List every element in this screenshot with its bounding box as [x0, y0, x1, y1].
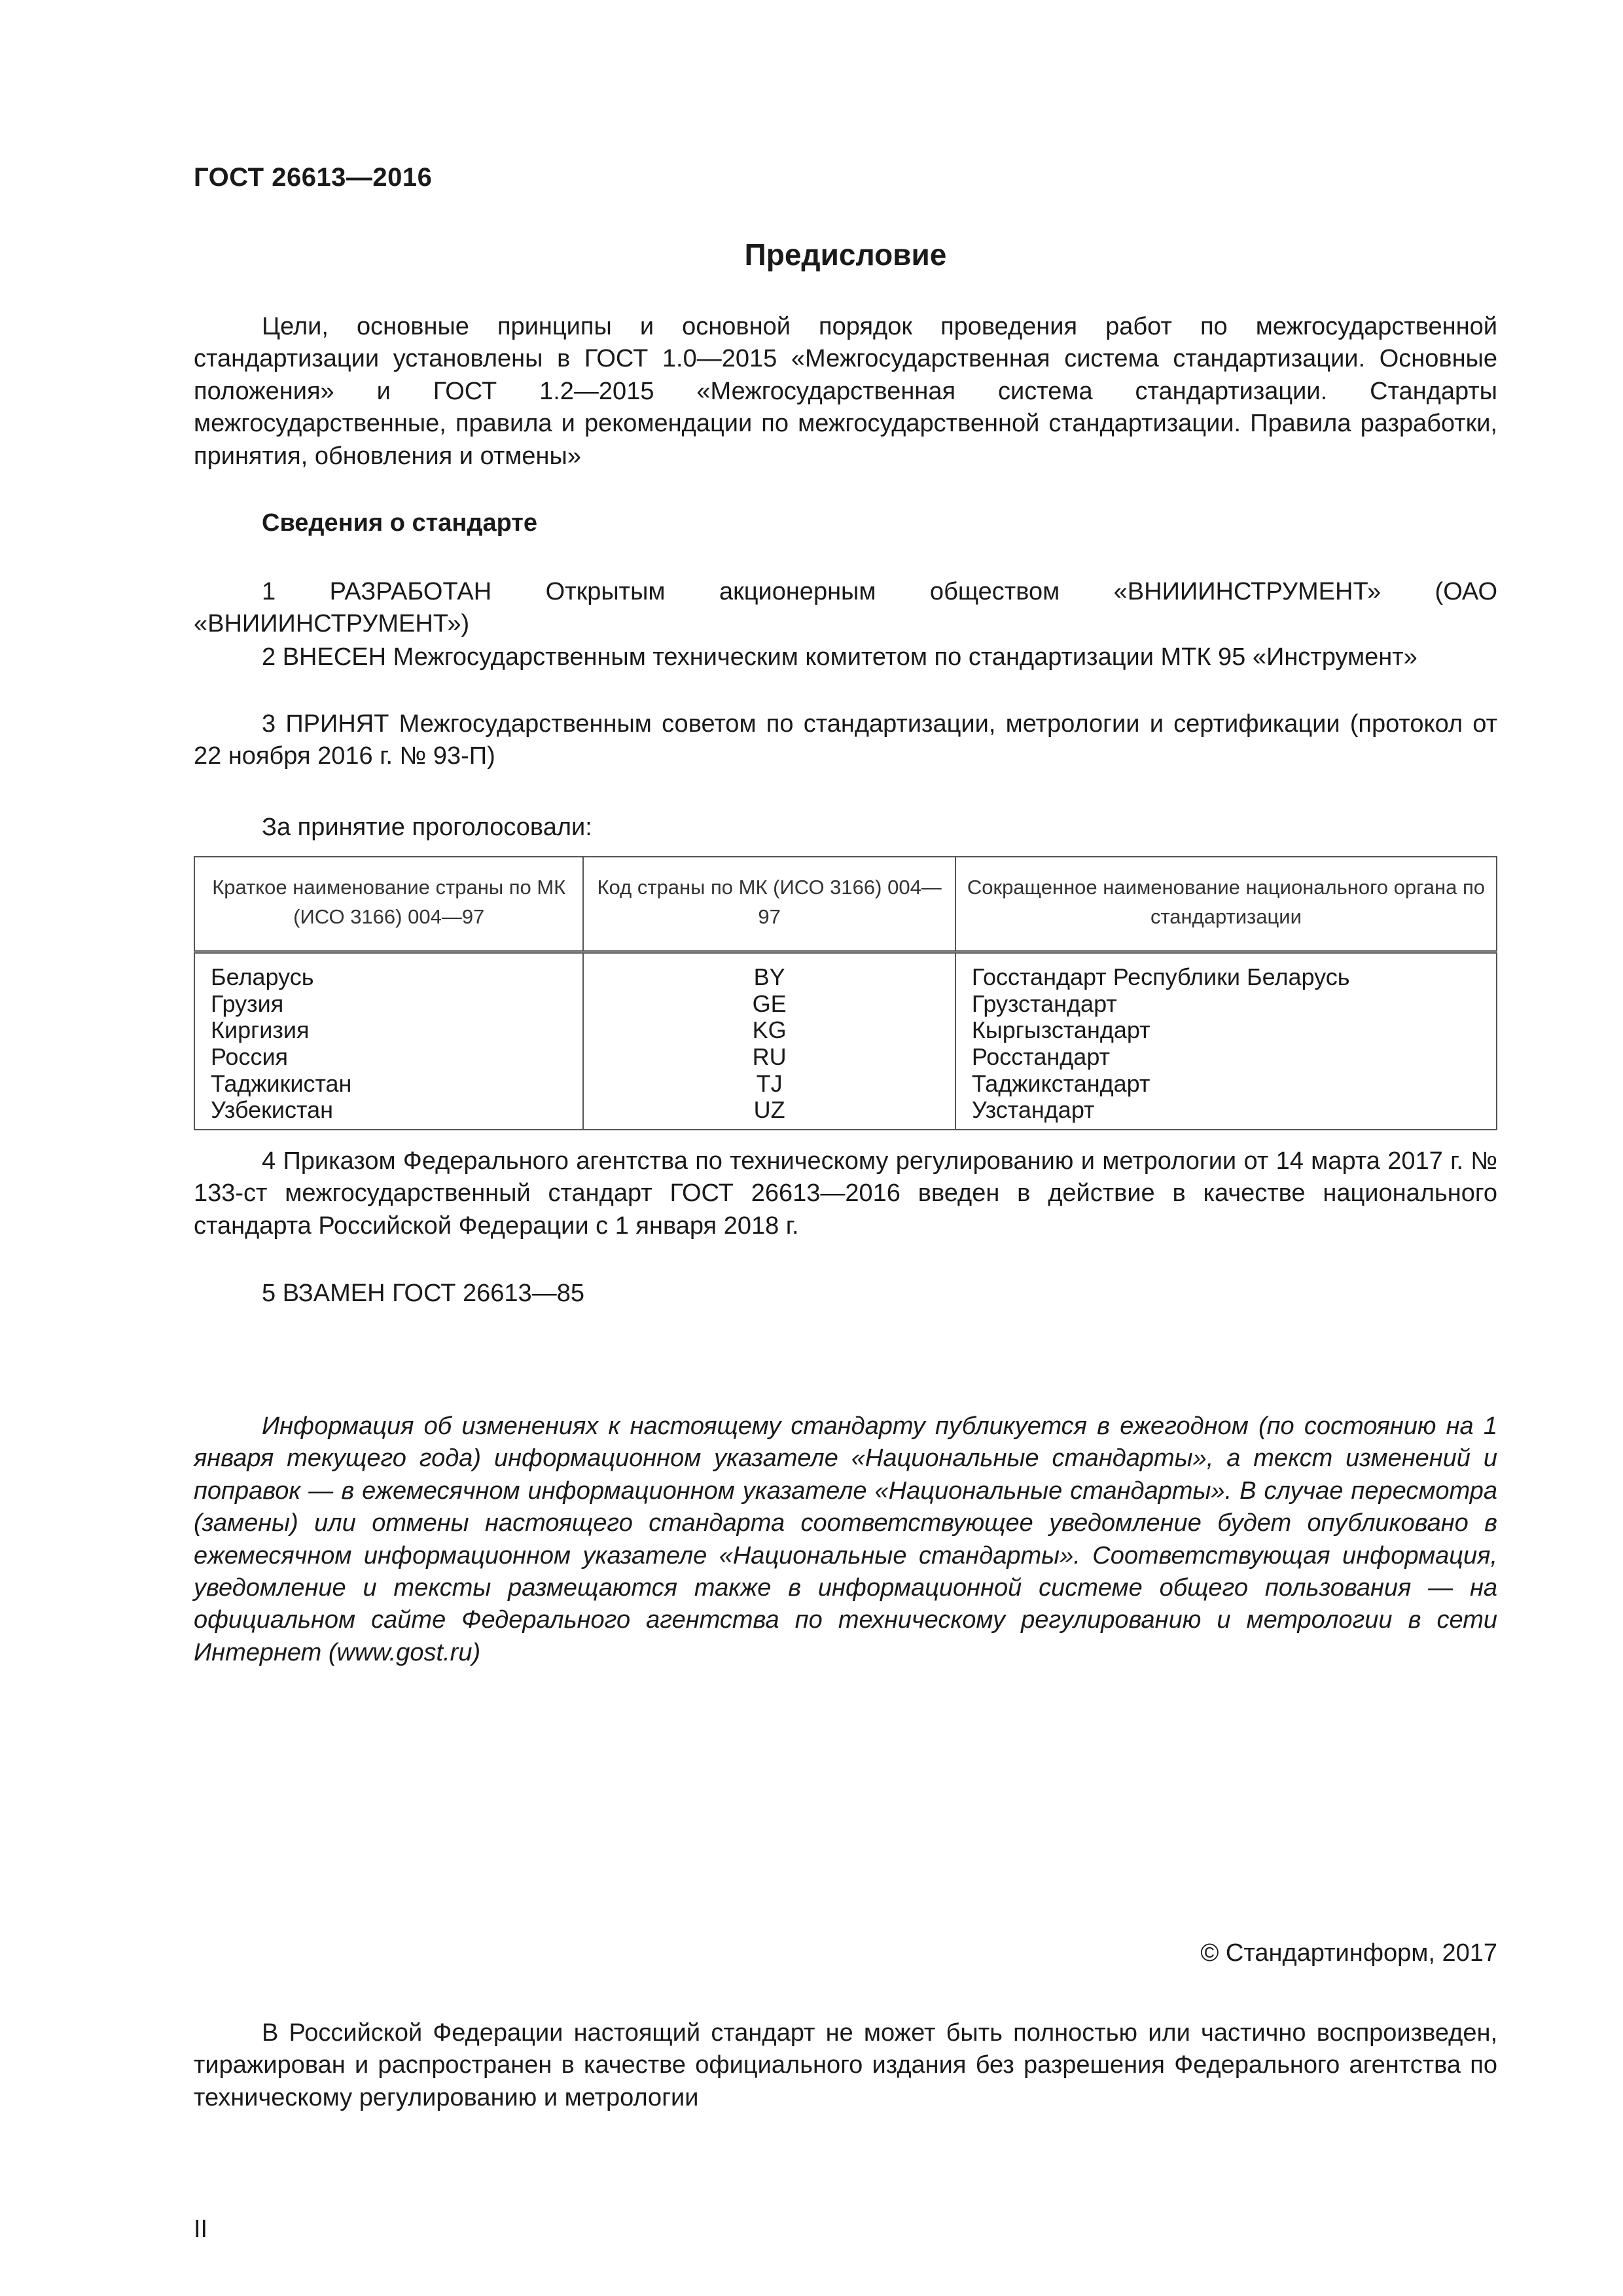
- reproduction-restriction: В Российской Федерации настоящий стандарт не может быть полностью или частично воспроизведен, тиражирован и распространен в качестве официального издания без разрешения Федерального агентства по техническому регулированию и метрологии: [194, 2019, 1497, 2111]
- standards-body: Таджикстандарт: [955, 1071, 1497, 1098]
- table-row: [194, 1071, 1497, 1098]
- document-code: ГОСТ 26613—2016: [194, 163, 433, 192]
- item-5-replaces: 5 ВЗАМЕН ГОСТ 26613—85: [262, 1280, 584, 1307]
- page-title: Предисловие: [744, 238, 947, 272]
- standards-body: Грузстандарт: [955, 991, 1497, 1018]
- item-3-adopted: 3 ПРИНЯТ Межгосударственным советом по стандартизации, метрологии и сертификации (протокол от 22 ноября 2016 г. № 93-П): [194, 710, 1497, 770]
- standards-body: Кыргызстандарт: [955, 1017, 1497, 1044]
- table-row: [194, 1097, 1497, 1130]
- country-code: UZ: [583, 1097, 955, 1130]
- section-title: Сведения о стандарте: [262, 509, 538, 537]
- table-header-country: Краткое наименование страны по МК (ИСО 3166) 004—97: [194, 857, 583, 952]
- country-code: GE: [583, 991, 955, 1018]
- intro-paragraph: Цели, основные принципы и основной порядок проведения работ по межгосударственной стандартизации установлены в ГОСТ 1.0—2015 «Межгосударственная система стандартизации. Основные положения» и ГОСТ 1.2—2015 «Межгосударственная система стандартизации. Стандарты межгосударственные, правила и рекомендации по межгосударственной стандартизации. Правила разработки, принятия, обновления и отмены»: [194, 313, 1497, 470]
- country-code: BY: [583, 952, 955, 990]
- table-row: [194, 1044, 1497, 1071]
- table-header-row: [194, 857, 1497, 952]
- country-name: Узбекистан: [194, 1097, 583, 1130]
- document-page: [194, 0, 1497, 2296]
- item-4-order: 4 Приказом Федерального агентства по техническому регулированию и метрологии от 14 марта 2017 г. № 133-ст межгосударственный стандарт ГОСТ 26613—2016 введен в действие в качестве национального стандарта Российской Федерации с 1 января 2018 г.: [194, 1147, 1497, 1240]
- page-number: II: [194, 2215, 208, 2243]
- country-name: Россия: [194, 1044, 583, 1071]
- standards-body: Узстандарт: [955, 1097, 1497, 1130]
- table-header-body: Сокращенное наименование национального органа по стандартизации: [955, 857, 1497, 952]
- standards-body: Госстандарт Республики Беларусь: [955, 952, 1497, 990]
- table-row: [194, 952, 1497, 990]
- country-name: Таджикистан: [194, 1071, 583, 1098]
- table-header-code: Код страны по МК (ИСО 3166) 004—97: [583, 857, 955, 952]
- country-code: TJ: [583, 1071, 955, 1098]
- standards-body: Росстандарт: [955, 1044, 1497, 1071]
- copyright: © Стандартинформ, 2017: [1200, 1939, 1497, 1967]
- item-1-developed: 1 РАЗРАБОТАН Открытым акционерным обществом «ВНИИИНСТРУМЕНТ» (ОАО «ВНИИИНСТРУМЕНТ»): [194, 578, 1497, 638]
- voted-label: За принятие проголосовали:: [262, 814, 592, 841]
- table-row: [194, 1017, 1497, 1044]
- country-name: Киргизия: [194, 1017, 583, 1044]
- item-2-submitted: 2 ВНЕСЕН Межгосударственным техническим комитетом по стандартизации МТК 95 «Инструмент»: [262, 643, 1418, 671]
- table-row: [194, 991, 1497, 1018]
- country-code: KG: [583, 1017, 955, 1044]
- country-code: RU: [583, 1044, 955, 1071]
- country-name: Беларусь: [194, 952, 583, 990]
- votes-table: [194, 856, 1497, 1130]
- changes-notice: Информация об изменениях к настоящему стандарту публикуется в ежегодном (по состоянию на 1 января текущего года) информационном указателе «Национальные стандарты», а текст изменений и поправок — в ежемесячном информационном указателе «Национальные стандарты». В случае пересмотра (замены) или отмены настоящего стандарта соответствующее уведомление будет опубликовано в ежемесячном информационном указателе «Национальные стандарты». Соответствующая информация, уведомление и тексты размещаются также в информационной системе общего пользования — на официальном сайте Федерального агентства по техническому регулированию и метрологии в сети Интернет (www.gost.ru): [194, 1412, 1497, 1666]
- country-name: Грузия: [194, 991, 583, 1018]
